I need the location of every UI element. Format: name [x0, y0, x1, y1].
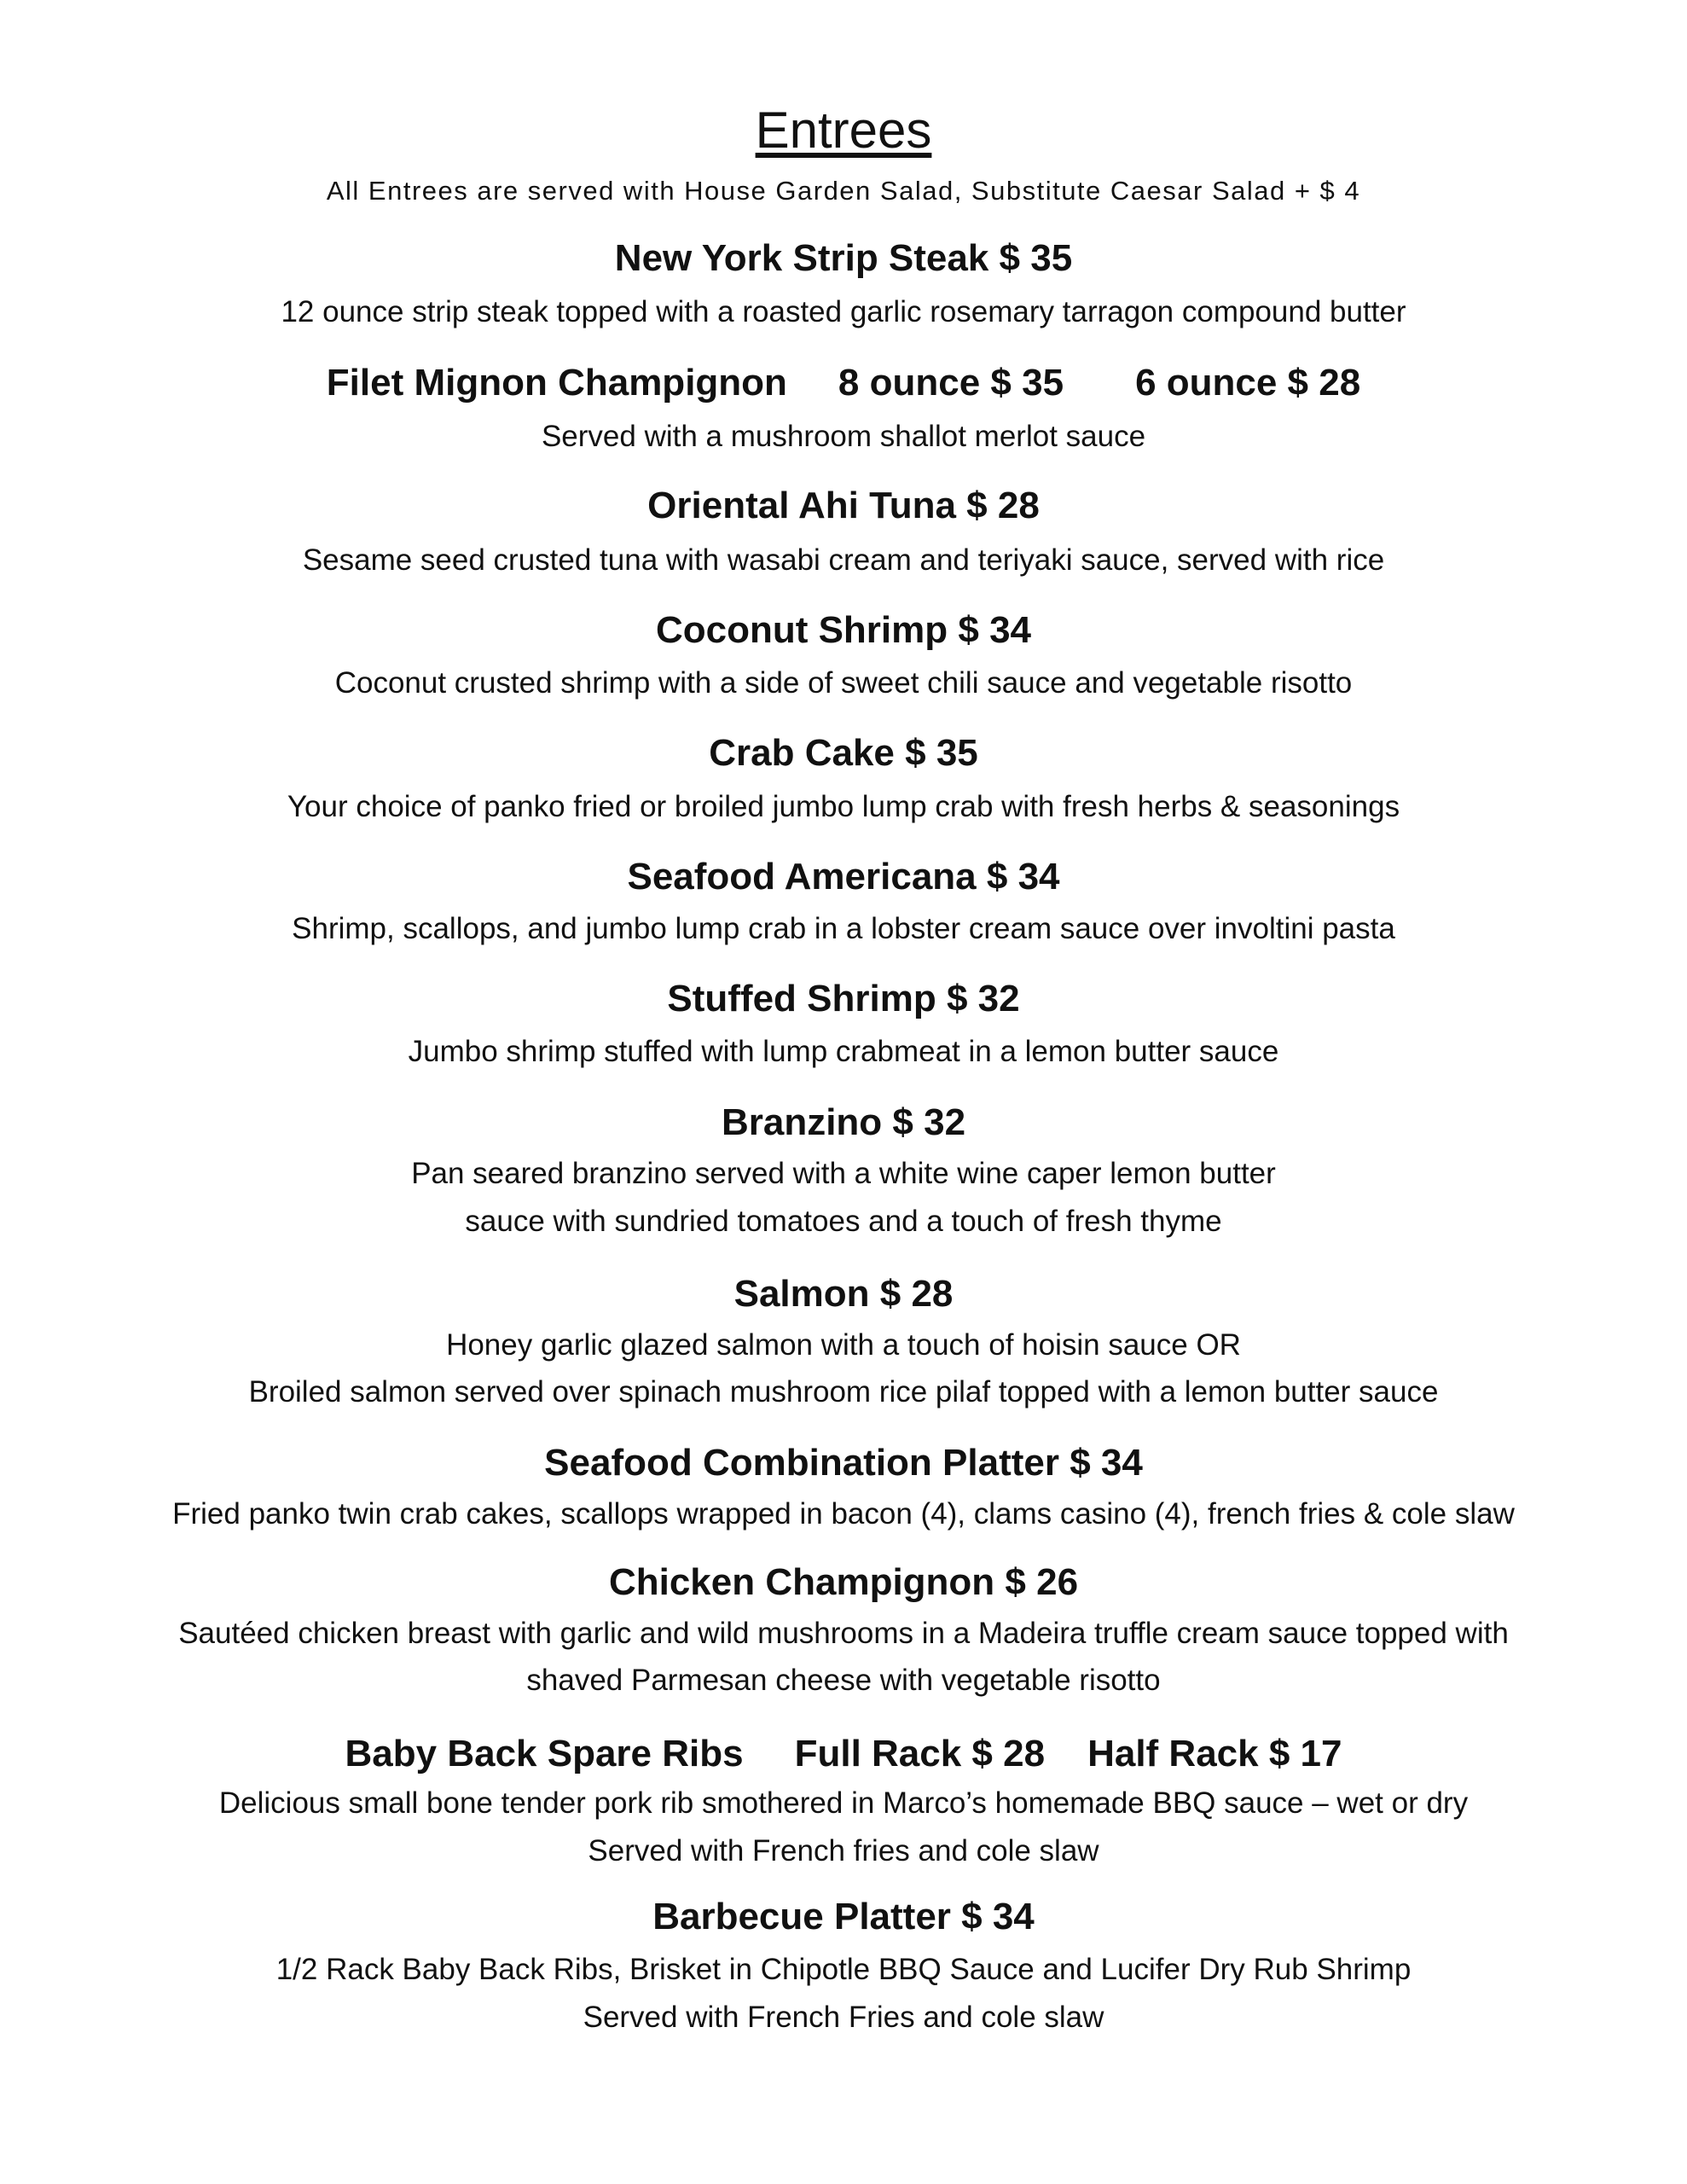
menu-item-description: shaved Parmesan cheese with vegetable risotto	[526, 1664, 1161, 1697]
menu-item-title: Filet Mignon Champignon	[326, 362, 787, 404]
menu-item-title: Branzino $ 32	[721, 1101, 966, 1143]
menu-item-title: Baby Back Spare Ribs	[345, 1733, 744, 1774]
menu-item-price-option: 6 ounce $ 28	[1135, 362, 1361, 404]
menu-item-description: sauce with sundried tomatoes and a touch of fresh thyme	[465, 1205, 1222, 1238]
menu-item-description: Honey garlic glazed salmon with a touch of hoisin sauce OR	[446, 1328, 1241, 1362]
menu-item-description: Shrimp, scallops, and jumbo lump crab in a lobster cream sauce over involtini pasta	[292, 912, 1395, 945]
menu-item-title: Chicken Champignon $ 26	[608, 1561, 1079, 1603]
menu-item-description: Jumbo shrimp stuffed with lump crabmeat in a lemon butter sauce	[408, 1035, 1279, 1068]
menu-item-description: Fried panko twin crab cakes, scallops wrapped in bacon (4), clams casino (4), french fries & cole slaw	[172, 1497, 1515, 1531]
menu-item-description: Sautéed chicken breast with garlic and wild mushrooms in a Madeira truffle cream sauce topped with	[178, 1617, 1509, 1650]
menu-item-title: Salmon $ 28	[733, 1273, 954, 1315]
page-title: Entrees	[755, 102, 932, 159]
menu-item-description: Coconut crusted shrimp with a side of sweet chili sauce and vegetable risotto	[334, 666, 1353, 700]
menu-item-title-row	[0, 362, 1687, 404]
menu-item-description: 12 ounce strip steak topped with a roasted garlic rosemary tarragon compound butter	[281, 295, 1406, 328]
menu-item-description: Served with French fries and cole slaw	[588, 1834, 1099, 1867]
menu-item-price-option: 8 ounce $ 35	[838, 362, 1064, 404]
menu-item-description: Broiled salmon served over spinach mushroom rice pilaf topped with a lemon butter sauce	[248, 1375, 1439, 1409]
menu-item-title: Crab Cake $ 35	[709, 732, 978, 774]
menu-item-price-option: Full Rack $ 28	[794, 1733, 1046, 1774]
menu-item-title: Coconut Shrimp $ 34	[655, 609, 1032, 651]
menu-item-description: Delicious small bone tender pork rib smothered in Marco’s homemade BBQ sauce – wet or dry	[218, 1786, 1469, 1820]
menu-item-description: Served with a mushroom shallot merlot sauce	[541, 420, 1146, 453]
menu-item-description: Served with French Fries and cole slaw	[583, 2001, 1104, 2034]
menu-item-title: Oriental Ahi Tuna $ 28	[647, 485, 1040, 526]
menu-item-title: Barbecue Platter $ 34	[652, 1896, 1035, 1937]
menu-item-description: 1/2 Rack Baby Back Ribs, Brisket in Chipotle BBQ Sauce and Lucifer Dry Rub Shrimp	[275, 1953, 1412, 1986]
menu-item-description: Pan seared branzino served with a white wine caper lemon butter	[411, 1157, 1276, 1190]
menu-item-title: Stuffed Shrimp $ 32	[667, 978, 1020, 1019]
menu-item-description: Sesame seed crusted tuna with wasabi cream and teriyaki sauce, served with rice	[302, 543, 1385, 577]
menu-subtitle: All Entrees are served with House Garden Salad, Substitute Caesar Salad + $ 4	[326, 176, 1361, 206]
menu-item-title: New York Strip Steak $ 35	[614, 237, 1073, 279]
menu-item-title-row	[0, 1733, 1687, 1775]
menu-item-title: Seafood Combination Platter $ 34	[544, 1442, 1143, 1484]
menu-item-description: Your choice of panko fried or broiled jumbo lump crab with fresh herbs & seasonings	[287, 790, 1400, 823]
menu-item-price-option: Half Rack $ 17	[1087, 1733, 1342, 1774]
menu-item-title: Seafood Americana $ 34	[627, 856, 1060, 897]
